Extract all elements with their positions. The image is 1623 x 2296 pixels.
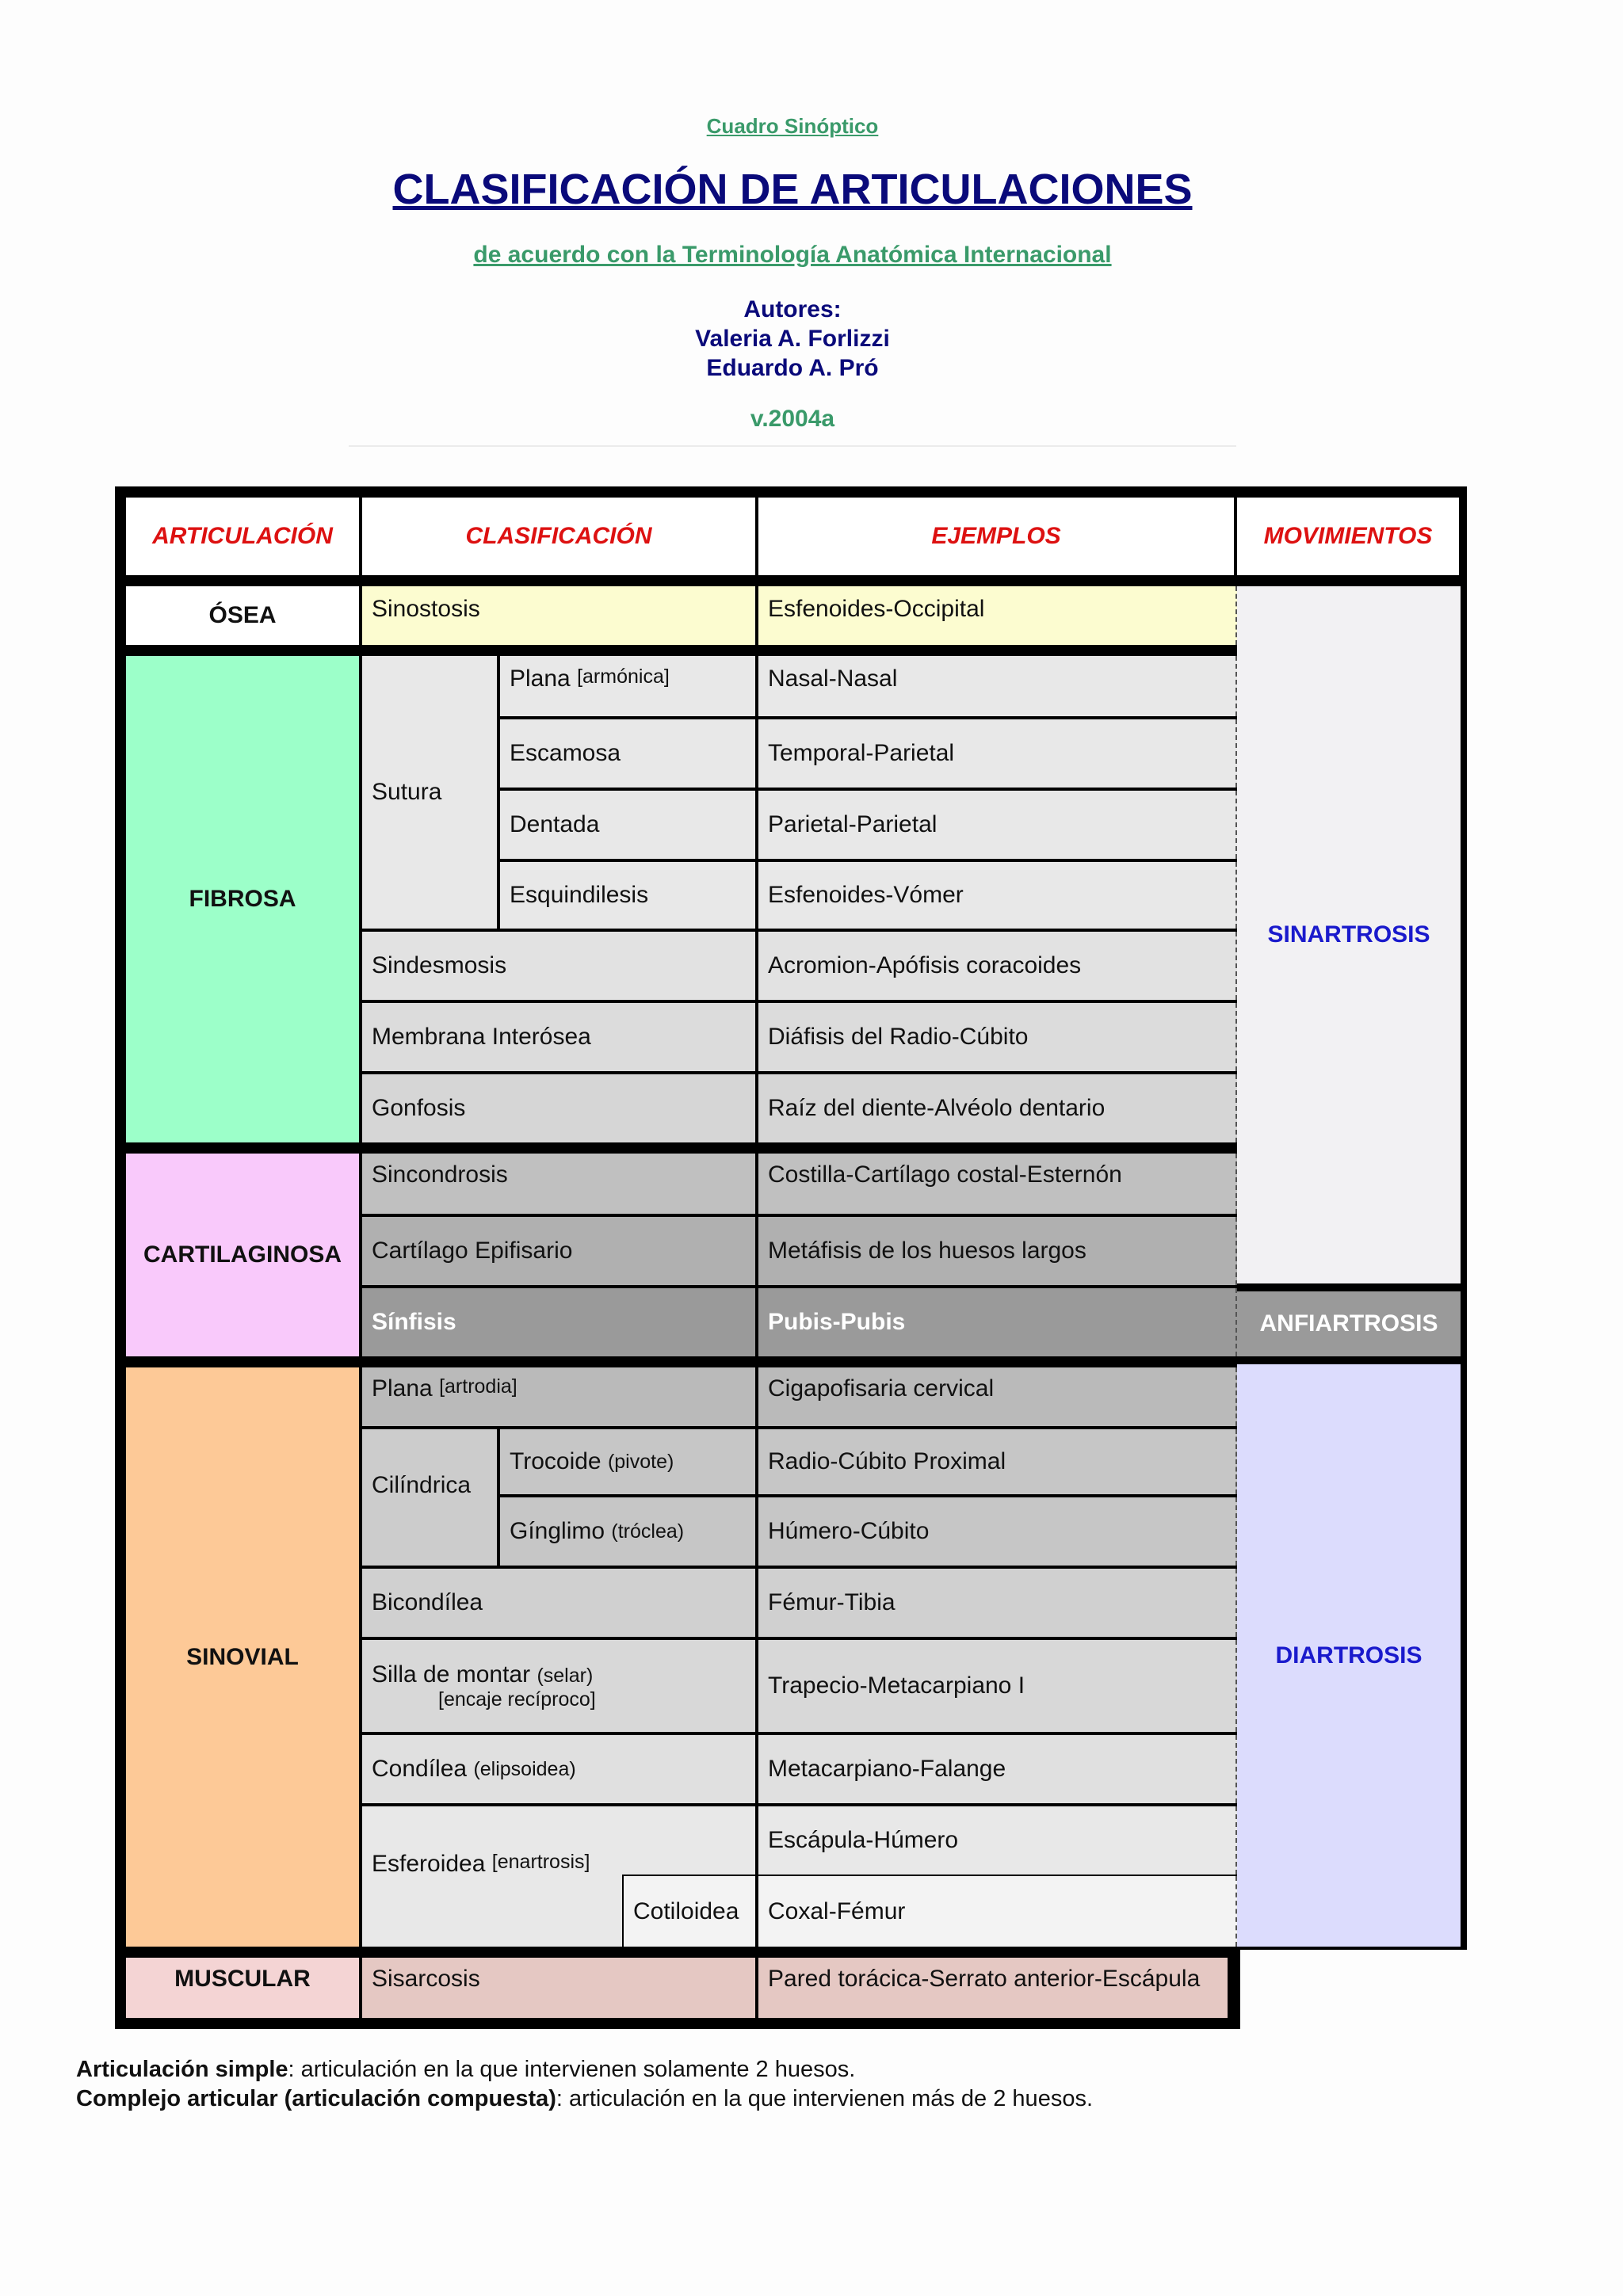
movement-anfiartrosis: ANFIARTROSIS xyxy=(1237,1291,1461,1356)
ejemplo-cotiloidea: Coxal-Fémur xyxy=(758,1876,1237,1947)
silla-name: Silla de montar xyxy=(372,1661,531,1688)
plana-name: Plana xyxy=(372,1375,433,1402)
plana-qualifier: [artrodia] xyxy=(439,1375,517,1398)
ejemplo-gonfosis: Raíz del diente-Alvéolo dentario xyxy=(758,1074,1237,1142)
ejemplo-cartilago-epifisario: Metáfisis de los huesos largos xyxy=(758,1217,1237,1285)
clasificacion-bicondilea: Bicondílea xyxy=(362,1569,755,1637)
esferoidea-qualifier: [enartrosis] xyxy=(491,1851,590,1873)
ejemplo-silla-de-montar: Trapecio-Metacarpiano I xyxy=(758,1640,1237,1732)
clasificacion-cartilago-epifisario: Cartílago Epifisario xyxy=(362,1217,755,1285)
clasificacion-condilea xyxy=(362,1735,755,1803)
column-header-movimientos: MOVIMIENTOS xyxy=(1237,498,1459,575)
clasificacion-plana-sinovial xyxy=(362,1367,755,1426)
esferoidea-name: Esferoidea xyxy=(372,1851,486,1877)
authors-label: Autores: xyxy=(743,296,842,322)
footnote-complejo xyxy=(76,2084,1093,2114)
clasificacion-sutura: Sutura xyxy=(362,656,497,929)
sutura-tipo xyxy=(500,656,755,716)
document-version: v.2004a xyxy=(750,406,835,432)
header-separator xyxy=(349,445,1236,447)
ejemplo-plana-sutura: Nasal-Nasal xyxy=(758,656,1237,716)
ejemplo-bicondilea: Fémur-Tibia xyxy=(758,1569,1237,1637)
ejemplo-esferoidea: Escápula-Húmero xyxy=(758,1806,1237,1875)
movement-sinartrosis: SINARTROSIS xyxy=(1237,586,1461,1283)
clasificacion-silla-de-montar xyxy=(362,1640,755,1732)
silla-qualifier: (selar) xyxy=(537,1664,594,1687)
ejemplo-trocoide: Radio-Cúbito Proximal xyxy=(758,1429,1237,1494)
document-title: CLASIFICACIÓN DE ARTICULACIONES xyxy=(392,166,1193,213)
column-header-articulacion: ARTICULACIÓN xyxy=(126,498,359,575)
movement-diartrosis: DIARTROSIS xyxy=(1237,1364,1461,1947)
ejemplo-membrana-interosea: Diáfisis del Radio-Cúbito xyxy=(758,1003,1237,1071)
footnotes xyxy=(76,2055,1093,2114)
sutura-tipo-esquindilesis: Esquindilesis xyxy=(500,862,755,929)
group-osea: ÓSEA xyxy=(126,586,359,645)
ejemplo-plana-sinovial: Cigapofisaria cervical xyxy=(758,1367,1237,1426)
cilindrica-tipo-ginglimo xyxy=(500,1497,755,1566)
document-kicker: Cuadro Sinóptico xyxy=(706,114,879,138)
footnote-term: Complejo articular (articulación compuesta) xyxy=(76,2086,556,2111)
ginglimo-name: Gínglimo xyxy=(510,1518,605,1544)
ejemplo-condilea: Metacarpiano-Falange xyxy=(758,1735,1237,1803)
ejemplo-esquindilesis: Esfenoides-Vómer xyxy=(758,862,1237,929)
author-name: Eduardo A. Pró xyxy=(706,355,879,381)
sutura-tipo-name: Plana xyxy=(510,666,571,692)
trocoide-qualifier: (pivote) xyxy=(607,1450,674,1473)
ejemplo-dentada: Parietal-Parietal xyxy=(758,791,1237,859)
footnote-simple xyxy=(76,2055,1093,2084)
clasificacion-cilindrica: Cilíndrica xyxy=(362,1429,497,1566)
ejemplo-sinostosis: Esfenoides-Occipital xyxy=(758,586,1237,645)
ejemplo-ginglimo: Húmero-Cúbito xyxy=(758,1497,1237,1566)
group-sinovial: SINOVIAL xyxy=(126,1367,359,1947)
document-subtitle: de acuerdo con la Terminología Anatómica Internacional xyxy=(473,242,1112,268)
ejemplo-escamosa: Temporal-Parietal xyxy=(758,719,1237,788)
clasificacion-sindesmosis: Sindesmosis xyxy=(362,932,755,1000)
clasificacion-sincondrosis: Sincondrosis xyxy=(362,1154,755,1214)
ejemplo-sincondrosis: Costilla-Cartílago costal-Esternón xyxy=(758,1154,1237,1214)
group-cartilaginosa: CARTILAGINOSA xyxy=(126,1154,359,1356)
group-fibrosa: FIBROSA xyxy=(126,656,359,1142)
clasificacion-cotiloidea: Cotiloidea xyxy=(624,1876,755,1947)
condilea-name: Condílea xyxy=(372,1756,468,1782)
column-header-ejemplos: EJEMPLOS xyxy=(758,498,1234,575)
sutura-tipo-escamosa: Escamosa xyxy=(500,719,755,788)
group-muscular: MUSCULAR xyxy=(126,1958,359,2018)
ejemplo-sindesmosis: Acromion-Apófisis coracoides xyxy=(758,932,1237,1000)
silla-qualifier2: [encaje recíproco] xyxy=(438,1688,596,1711)
clasificacion-membrana-interosea: Membrana Interósea xyxy=(362,1003,755,1071)
trocoide-name: Trocoide xyxy=(510,1448,601,1474)
condilea-qualifier: (elipsoidea) xyxy=(473,1757,576,1780)
footnote-text: : articulación en la que intervienen más de 2 huesos. xyxy=(556,2086,1094,2111)
clasificacion-sisarcosis: Sisarcosis xyxy=(362,1958,755,2018)
clasificacion-sinostosis: Sinostosis xyxy=(362,586,755,645)
ejemplo-sisarcosis: Pared torácica-Serrato anterior-Escápula xyxy=(758,1958,1228,2018)
ejemplo-sinfisis: Pubis-Pubis xyxy=(758,1288,1237,1356)
footnote-text: : articulación en la que intervienen solamente 2 huesos. xyxy=(288,2057,856,2082)
clasificacion-gonfosis: Gonfosis xyxy=(362,1074,755,1142)
sutura-tipo-qualifier: [armónica] xyxy=(577,666,670,688)
cilindrica-tipo-trocoide xyxy=(500,1429,755,1494)
clasificacion-sinfisis: Sínfisis xyxy=(362,1288,755,1356)
footnote-term: Articulación simple xyxy=(76,2057,288,2082)
sutura-tipo-dentada: Dentada xyxy=(500,791,755,859)
column-header-clasificacion: CLASIFICACIÓN xyxy=(362,498,755,575)
authors-block xyxy=(0,295,1585,383)
ginglimo-qualifier: (tróclea) xyxy=(611,1520,685,1543)
author-name: Valeria A. Forlizzi xyxy=(695,326,890,352)
silla-line1 xyxy=(372,1661,593,1688)
